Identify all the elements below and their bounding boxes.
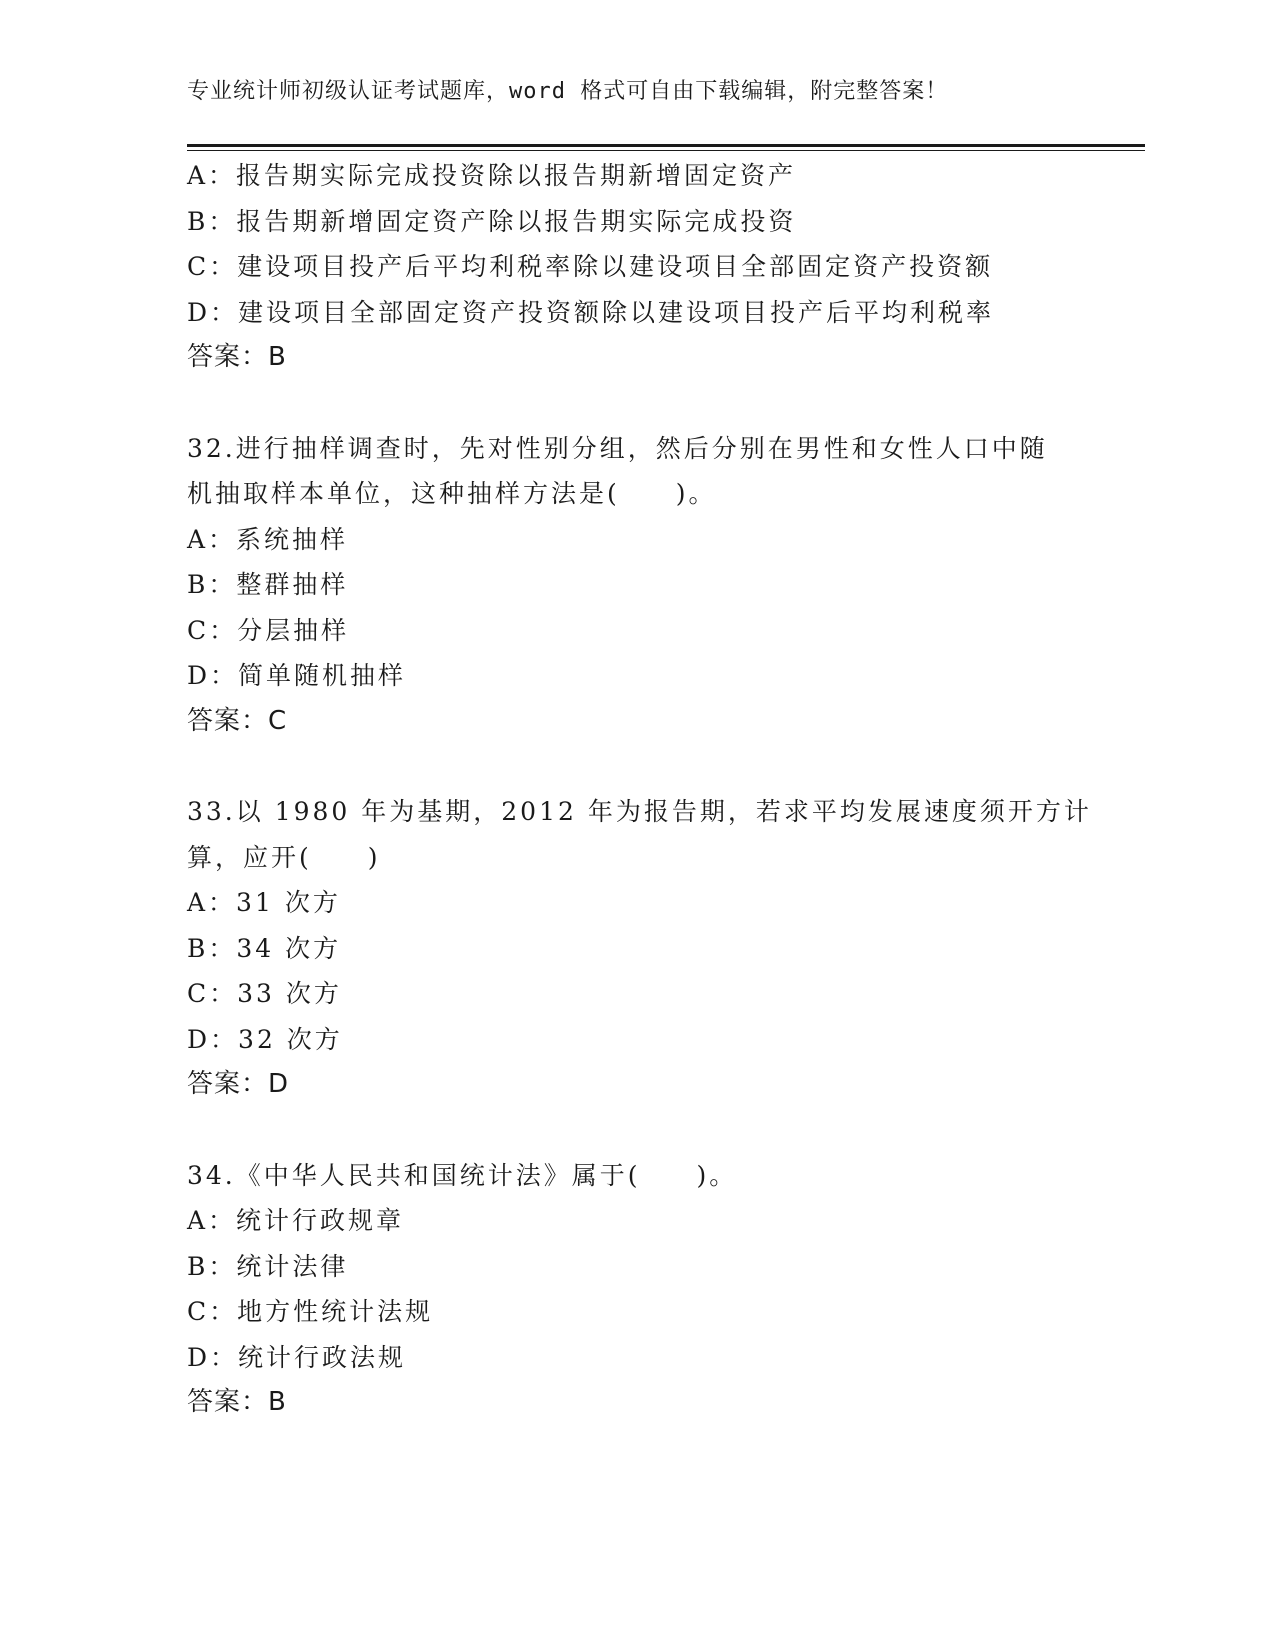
question-32 xyxy=(187,426,1087,745)
option-a: A：31 次方 xyxy=(187,888,341,917)
option-d: D：简单随机抽样 xyxy=(187,661,407,690)
option-d: D：建设项目全部固定资产投资额除以建设项目投产后平均利税率 xyxy=(187,297,995,327)
question-stem: 32.进行抽样调查时，先对性别分组，然后分别在男性和女性人口中随 xyxy=(187,433,1048,463)
page-header: 专业统计师初级认证考试题库，word 格式可自由下载编辑，附完整答案！ xyxy=(187,79,949,104)
question-33 xyxy=(187,789,1092,1108)
header-rule-thin xyxy=(187,150,1145,151)
answer: 答案：C xyxy=(187,705,288,736)
question-34 xyxy=(187,1153,1087,1426)
answer: 答案：B xyxy=(187,342,287,372)
option-c: C：地方性统计法规 xyxy=(187,1297,434,1326)
question-stem-continued: 机抽取样本单位，这种抽样方法是( )。 xyxy=(187,479,717,508)
option-b: B：统计法律 xyxy=(187,1251,349,1281)
option-a: A：统计行政规章 xyxy=(187,1206,405,1235)
option-b: B：整群抽样 xyxy=(187,570,349,599)
option-b: B：报告期新增固定资产除以报告期实际完成投资 xyxy=(187,206,797,236)
option-c: C：分层抽样 xyxy=(187,615,350,645)
question-stem: 34.《中华人民共和国统计法》属于( )。 xyxy=(187,1160,738,1190)
option-d: D：统计行政法规 xyxy=(187,1342,407,1372)
question-stem-continued: 算，应开( ) xyxy=(187,842,381,872)
option-a: A：报告期实际完成投资除以报告期新增固定资产 xyxy=(187,161,797,190)
option-d: D：32 次方 xyxy=(187,1024,343,1054)
question-list xyxy=(187,153,1092,1426)
question-31 xyxy=(187,153,1087,381)
answer: 答案：D xyxy=(187,1069,290,1099)
option-b: B：34 次方 xyxy=(187,933,342,963)
option-c: C：33 次方 xyxy=(187,979,342,1008)
header-rule-thick xyxy=(187,144,1145,147)
answer: 答案：B xyxy=(187,1387,287,1417)
option-a: A：系统抽样 xyxy=(187,524,349,554)
question-stem: 33.以 1980 年为基期，2012 年为报告期，若求平均发展速度须开方计 xyxy=(187,797,1092,826)
option-c: C：建设项目投产后平均利税率除以建设项目全部固定资产投资额 xyxy=(187,252,994,281)
